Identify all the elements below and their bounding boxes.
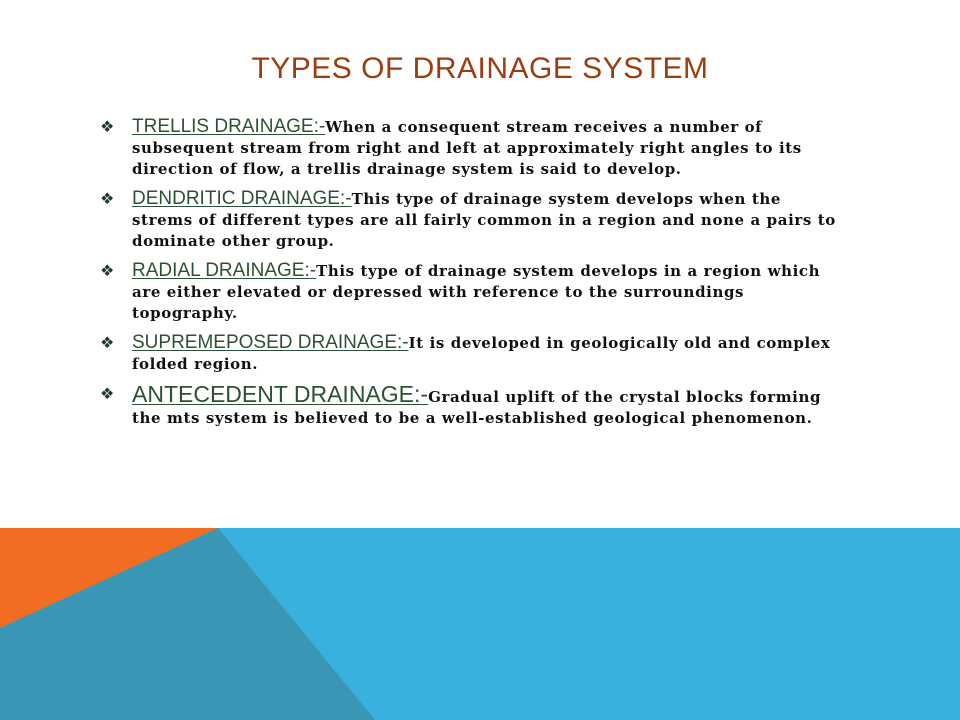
diamond-bullet-icon: ❖	[100, 335, 115, 352]
footer-shapes	[0, 528, 960, 720]
term-radial: RADIAL DRAINAGE:-	[132, 260, 317, 281]
term-antecedent: ANTECEDENT DRAINAGE:-	[132, 381, 429, 407]
description-radial: This type of drainage system develops in a region which are either elevated or depressed with reference to the surroundings topography.	[132, 262, 821, 322]
list-item-radial	[100, 261, 840, 324]
term-trellis: TRELLIS DRAINAGE:-	[132, 116, 326, 137]
diamond-bullet-icon: ❖	[100, 263, 115, 280]
diamond-bullet-icon: ❖	[100, 386, 115, 403]
list-item-trellis	[100, 117, 840, 180]
list-item-antecedent	[100, 381, 840, 429]
diamond-bullet-icon: ❖	[100, 191, 115, 208]
bullet-list	[100, 117, 840, 438]
description-antecedent: Gradual uplift of the crystal blocks forming the mts system is believed to be a well-established geological phenomenon.	[132, 388, 822, 427]
decorative-footer-band	[0, 528, 960, 720]
description-dendritic: This type of drainage system develops when the strems of different types are all fairly common in a region and none a pairs to dominate other group.	[132, 190, 836, 250]
description-superimposed: It is developed in geologically old and complex folded region.	[132, 334, 831, 373]
diamond-bullet-icon: ❖	[100, 119, 115, 136]
slide-title: TYPES OF DRAINAGE SYSTEM	[251, 52, 709, 85]
term-dendritic: DENDRITIC DRAINAGE:-	[132, 188, 352, 209]
description-trellis: When a consequent stream receives a number of subsequent stream from right and left at approximately right angles to its direction of flow, a trellis drainage system is said to develop.	[132, 118, 802, 178]
list-item-dendritic	[100, 189, 840, 252]
term-superimposed: SUPREMEPOSED DRAINAGE:-	[132, 332, 409, 353]
list-item-superimposed	[100, 333, 840, 375]
